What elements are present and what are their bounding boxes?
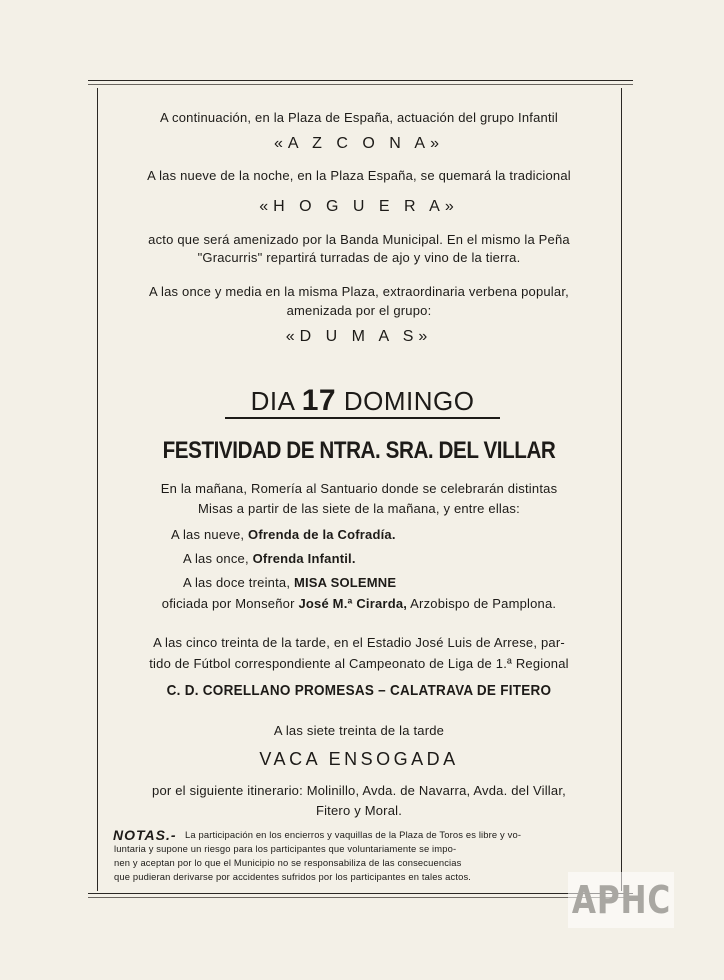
vaca-intro-text: A las siete treinta de la tarde — [273, 723, 445, 738]
morning-text-line1: En la mañana, Romería al Santuario donde se celebrarán distintas — [160, 481, 558, 496]
bottom-border-rule — [88, 893, 633, 894]
itinerary-line2: Fitero y Moral. — [315, 803, 403, 818]
notes-label: NOTAS.- — [113, 827, 177, 843]
day-weekday: DOMINGO — [343, 386, 475, 416]
verbena-text-line1: A las once y media en la misma Plaza, extraordinaria verbena popular, — [149, 284, 569, 299]
hoguera-title: «H O G U E R A» — [259, 198, 459, 215]
band-text-line2: "Gracurris" repartirá turradas de ajo y vino de la tierra. — [197, 250, 521, 265]
football-text-line1: A las cinco treinta de la tarde, en el Estadio José Luis de Arrese, par- — [153, 635, 565, 650]
program-item-title: Ofrenda de la Cofradía. — [248, 527, 396, 542]
program-item-time: A las doce treinta, — [183, 575, 294, 590]
officiant-title: Arzobispo de Pamplona. — [407, 596, 557, 611]
program-item-title: Ofrenda Infantil. — [252, 551, 356, 566]
bottom-border-rule-inner — [88, 897, 633, 898]
day-prefix: DIA — [250, 386, 294, 416]
officiant-pre: oficiada por Monseñor — [161, 596, 299, 611]
left-border-line — [97, 88, 98, 891]
notes-line1: La participación en los encierros y vaquillas de la Plaza de Toros es libre y vo- — [185, 829, 522, 840]
program-item-misa-solemne — [183, 575, 603, 591]
officiant-line — [100, 596, 618, 612]
football-match-title: C. D. CORELLANO PROMESAS – CALATRAVA DE FITERO — [166, 682, 552, 699]
azcona-intro-text: A continuación, en la Plaza de España, actuación del grupo Infantil — [160, 110, 558, 125]
dumas-group-name: «D U M A S» — [285, 328, 433, 345]
archive-watermark — [568, 872, 674, 928]
program-item-title: MISA SOLEMNE — [293, 575, 397, 590]
day-heading — [225, 386, 500, 419]
band-text-line1: acto que será amenizado por la Banda Municipal. En el mismo la Peña — [148, 232, 570, 247]
itinerary-line1: por el siguiente itinerario: Molinillo, Avda. de Navarra, Avda. del Villar, — [152, 783, 566, 798]
football-text-line2: tido de Fútbol correspondiente al Campeonato de Liga de 1.ª Regional — [149, 656, 569, 671]
notes-line2: luntaria y supone un riesgo para los participantes que voluntariamente se impo- — [114, 843, 457, 854]
notes-line4: que pudieran derivarse por accidentes sufridos por los participantes en tales actos. — [114, 871, 472, 882]
program-item-ofrenda-cofradia — [171, 527, 591, 543]
azcona-group-name: «A Z C O N A» — [274, 135, 444, 152]
program-item-time: A las once, — [183, 551, 253, 566]
watermark-text: APHC — [571, 878, 671, 922]
officiant-name: José M.ª Cirarda, — [298, 596, 408, 611]
top-border-rule — [88, 80, 633, 81]
right-border-line — [621, 88, 622, 891]
hoguera-intro-text: A las nueve de la noche, en la Plaza España, se quemará la tradicional — [147, 168, 571, 183]
program-item-time: A las nueve, — [171, 527, 249, 542]
feast-title: FESTIVIDAD DE NTRA. SRA. DEL VILLAR — [162, 437, 556, 464]
program-item-ofrenda-infantil — [183, 551, 603, 567]
verbena-text-line2: amenizada por el grupo: — [286, 303, 432, 318]
notes-line3: nen y aceptan por lo que el Municipio no se responsabiliza de las consecuencias — [114, 857, 462, 868]
day-number: 17 — [301, 384, 337, 417]
top-border-rule-inner — [88, 84, 633, 85]
morning-text-line2: Misas a partir de las siete de la mañana, y entre ellas: — [198, 501, 520, 516]
vaca-ensogada-title: VACA ENSOGADA — [259, 749, 459, 769]
